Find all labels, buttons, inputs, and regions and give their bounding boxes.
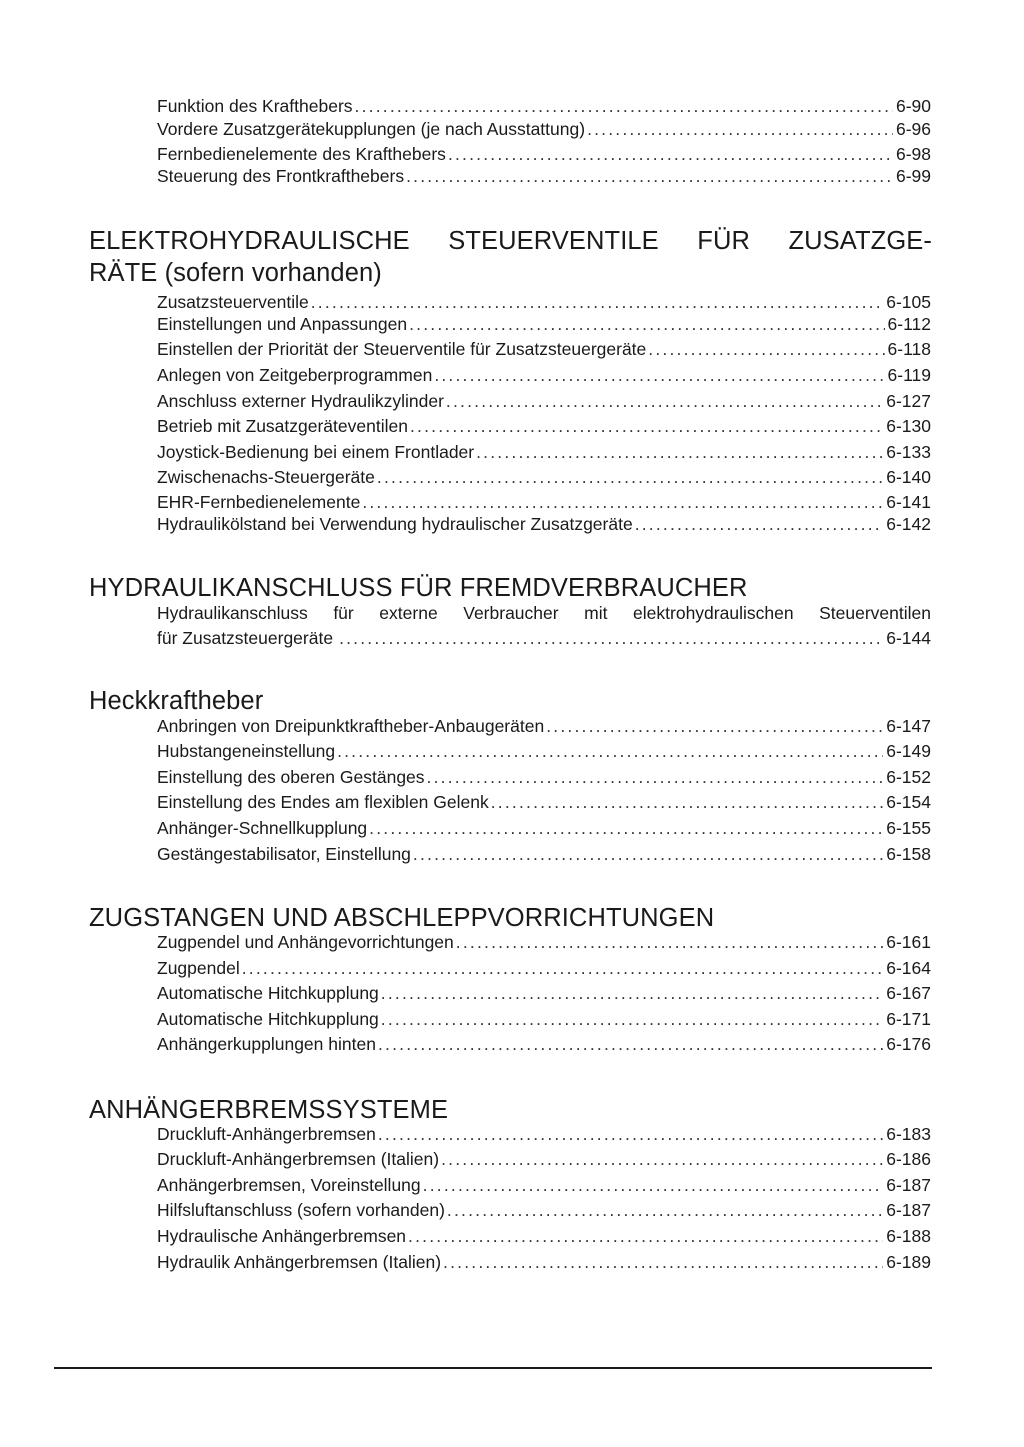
section-heading-line: Heckkraftheber [89,687,264,715]
toc-entry-page: 6-155 [886,818,931,838]
toc-entry-page: 6-158 [886,844,931,864]
toc-entry-title: Hydraulikölstand bei Verwendung hydraulischer Zusatzgeräte [157,514,633,534]
toc-entry-page: 6-189 [886,1252,931,1272]
toc-leader-dots [587,118,893,140]
toc-entry-page: 6-141 [886,492,931,512]
toc-entry-page: 6-176 [886,1034,931,1054]
toc-entry-title: EHR-Fernbedienelemente [157,492,361,512]
toc-entry[interactable] [157,931,931,953]
toc-entry-page: 6-183 [886,1124,931,1144]
toc-entry-title: Hydraulikanschluss für externe Verbraucher mit elektrohydraulischen Steuerventilen [157,603,931,623]
toc-leader-dots [378,1033,883,1055]
toc-entry-page: 6-186 [886,1149,931,1169]
toc-entry[interactable] [157,843,931,865]
toc-leader-dots [355,95,893,117]
toc-entry-page: 6-96 [895,119,931,139]
toc-entry-title: Fernbedienelemente des Krafthebers [157,144,446,164]
toc-entry[interactable] [157,1123,931,1145]
toc-leader-dots [410,415,883,437]
section-heading [89,1094,932,1126]
toc-entry[interactable] [157,415,931,437]
toc-leader-dots [311,291,883,313]
toc-leader-dots [546,715,883,737]
toc-entry-title: Automatische Hitchkupplung [157,983,379,1003]
toc-entry[interactable] [157,1251,931,1273]
toc-entry[interactable] [157,1174,931,1196]
toc-leader-dots [406,165,893,187]
section-heading [89,572,932,604]
toc-leader-dots [377,466,883,488]
toc-leader-dots [476,441,883,463]
toc-entry-page: 6-127 [886,391,931,411]
toc-leader-dots [381,1008,883,1030]
toc-entry-page: 6-152 [886,767,931,787]
toc-entry-page: 6-142 [886,514,931,534]
toc-leader-dots [446,390,883,412]
toc-entry-title: Druckluft-Anhängerbremsen [157,1124,376,1144]
toc-entry-page: 6-144 [886,628,931,648]
toc-entry-page: 6-140 [886,467,931,487]
toc-leader-dots [427,766,884,788]
toc-leader-dots [434,364,884,386]
toc-entry-title: Hydraulik Anhängerbremsen (Italien) [157,1252,442,1272]
toc-entry[interactable] [157,817,931,839]
toc-entry-title: Einstellungen und Anpassungen [157,314,408,334]
toc-entry[interactable] [157,291,931,313]
section-heading [89,902,932,934]
toc-leader-dots [369,817,883,839]
toc-entry-page: 6-118 [887,339,931,359]
toc-leader-dots [648,338,884,360]
toc-entry[interactable] [157,982,931,1004]
toc-entry-page: 6-147 [886,716,931,736]
toc-entry-title: Anbringen von Dreipunktkraftheber-Anbaugeräten [157,716,545,736]
toc-entry-page: 6-119 [887,365,931,385]
toc-leader-dots [242,957,884,979]
toc-entry-title: Gestängestabilisator, Einstellung [157,844,411,864]
toc-entry[interactable] [157,1008,931,1030]
toc-entry-title-continued: für Zusatzsteuergeräte [157,628,334,648]
section-heading-line: HYDRAULIKANSCHLUSS FÜR FREMDVERBRAUCHER [89,574,748,602]
toc-entry-title: Hilfsluftanschluss (sofern vorhanden) [157,1200,445,1220]
toc-entry[interactable] [157,1148,931,1170]
toc-leader-dots [635,513,884,535]
toc-entry-page: 6-98 [895,144,931,164]
toc-leader-dots [339,627,883,649]
toc-entry-title: Vordere Zusatzgerätekupplungen (je nach Ausstattung) [157,119,586,139]
toc-entry[interactable] [157,118,931,140]
toc-entry-title: Zugpendel [157,958,240,978]
toc-entry-title: Einstellen der Priorität der Steuerventile für Zusatzsteuergeräte [157,339,647,359]
toc-entry-page: 6-90 [895,96,931,116]
toc-entry-title: Betrieb mit Zusatzgeräteventilen [157,416,408,436]
toc-entry-title: Anhängerkupplungen hinten [157,1034,376,1054]
toc-entry[interactable] [157,143,931,165]
toc-entry-page: 6-171 [886,1009,931,1029]
toc-entry-title: Einstellung des Endes am flexiblen Gelenk [157,792,489,812]
toc-entry-page: 6-133 [886,442,931,462]
toc-entry[interactable] [157,957,931,979]
toc-entry-page: 6-164 [886,958,931,978]
toc-entry[interactable] [157,513,931,535]
toc-entry[interactable] [157,441,931,463]
toc-entry-page: 6-99 [895,166,931,186]
toc-leader-dots [381,982,883,1004]
section-heading-line: RÄTE (sofern vorhanden) [89,259,382,287]
section-heading-line: ZUGSTANGEN UND ABSCHLEPPVORRICHTUNGEN [89,904,715,932]
toc-entry-title: Joystick-Bedienung bei einem Frontlader [157,442,475,462]
section-heading-line: ELEKTROHYDRAULISCHE STEUERVENTILE FÜR ZUSATZGE- [89,227,932,255]
toc-entry-page: 6-187 [886,1200,931,1220]
toc-leader-dots [447,1199,883,1221]
toc-leader-dots [423,1174,884,1196]
toc-entry-title: Funktion des Krafthebers [157,96,353,116]
toc-entry[interactable] [157,491,931,513]
toc-entry[interactable] [157,466,931,488]
toc-entry-title: Zwischenachs-Steuergeräte [157,467,375,487]
toc-entry-title: Anhänger-Schnellkupplung [157,818,368,838]
toc-entry-title: Anhängerbremsen, Voreinstellung [157,1175,421,1195]
toc-entry-page: 6-149 [886,741,931,761]
toc-entry-title: Druckluft-Anhängerbremsen (Italien) [157,1149,440,1169]
toc-entry[interactable] [157,95,931,117]
toc-entry-page: 6-112 [887,314,931,334]
toc-entry[interactable] [157,338,931,360]
section-heading-line: ANHÄNGERBREMSSYSTEME [89,1096,449,1124]
toc-entry-page: 6-161 [886,932,931,952]
footer-rule [54,1367,932,1369]
toc-entry-title: Zugpendel und Anhängevorrichtungen [157,932,454,952]
toc-entry[interactable] [157,364,931,386]
toc-entry[interactable] [157,1225,931,1247]
toc-leader-dots [441,1148,883,1170]
toc-entry-page: 6-105 [886,292,931,312]
toc-leader-dots [491,791,884,813]
section-heading [89,685,932,717]
toc-entry[interactable] [157,791,931,813]
toc-leader-dots [362,491,883,513]
toc-entry-title: Hubstangeneinstellung [157,741,336,761]
toc-entry-page: 6-187 [886,1175,931,1195]
toc-leader-dots [443,1251,883,1273]
toc-leader-dots [456,931,883,953]
toc-leader-dots [409,313,884,335]
toc-leader-dots [448,143,893,165]
toc-entry-title: Anlegen von Zeitgeberprogrammen [157,365,433,385]
toc-entry-line2 [157,627,931,649]
toc-entry[interactable] [157,313,931,335]
toc-entry[interactable] [157,390,931,412]
toc-entry[interactable] [157,1199,931,1221]
toc-entry[interactable] [157,1033,931,1055]
toc-entry-title: Einstellung des oberen Gestänges [157,767,425,787]
toc-entry[interactable] [157,715,931,737]
toc-entry[interactable] [157,740,931,762]
toc-entry-title: Automatische Hitchkupplung [157,1009,379,1029]
toc-entry-title: Steuerung des Frontkrafthebers [157,166,405,186]
toc-entry-page: 6-154 [886,792,931,812]
toc-leader-dots [378,1123,883,1145]
toc-leader-dots [337,740,883,762]
toc-entry-title: Zusatzsteuerventile [157,292,309,312]
toc-entry-page: 6-167 [886,983,931,1003]
toc-entry-title: Hydraulische Anhängerbremsen [157,1226,407,1246]
toc-leader-dots [408,1225,883,1247]
toc-entry[interactable] [157,165,931,187]
toc-entry-page: 6-188 [886,1226,931,1246]
section-heading [89,225,932,289]
toc-entry-page: 6-130 [886,416,931,436]
toc-entry-title: Anschluss externer Hydraulikzylinder [157,391,444,411]
toc-entry[interactable] [157,766,931,788]
toc-entry[interactable] [157,602,931,649]
toc-leader-dots [413,843,883,865]
